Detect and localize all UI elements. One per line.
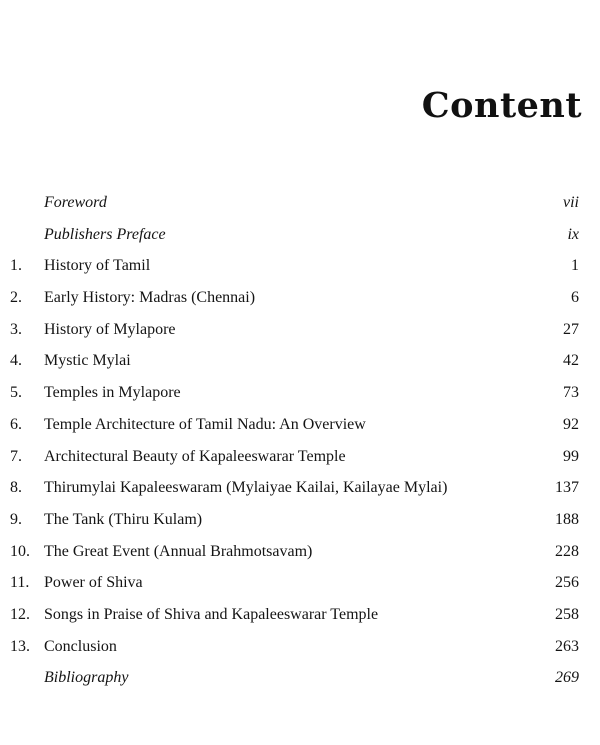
- toc-entry-title: Architectural Beauty of Kapaleeswarar Temple: [44, 447, 346, 465]
- toc-entry-chapter-2: [0, 285, 600, 317]
- toc-entry-title: The Tank (Thiru Kulam): [44, 510, 203, 528]
- toc-entry-page: 99: [563, 447, 579, 465]
- toc-entry-chapter-12: [0, 602, 600, 634]
- toc-entry-page: 73: [563, 384, 579, 402]
- toc-entry-chapter-11: [0, 570, 600, 602]
- toc-entry-page: 6: [571, 289, 579, 307]
- toc-entry-page: 188: [555, 510, 579, 528]
- toc-entry-title: History of Tamil: [44, 257, 151, 275]
- toc-entry-chapter-3: [0, 317, 600, 349]
- toc-entry-page: 263: [555, 637, 579, 655]
- toc-entry-chapter-5: [0, 380, 600, 412]
- toc-entry-page: 92: [563, 415, 579, 433]
- table-of-contents: [0, 190, 600, 697]
- toc-entry-number: 10.: [10, 542, 30, 560]
- toc-entry-title: Early History: Madras (Chennai): [44, 289, 256, 307]
- toc-entry-chapter-1: [0, 253, 600, 285]
- toc-entry-number: 5.: [10, 384, 22, 402]
- toc-entry-publishers-preface: [0, 222, 600, 254]
- toc-entry-bibliography: [0, 665, 600, 697]
- toc-entry-number: 3.: [10, 320, 22, 338]
- toc-entry-title: Conclusion: [44, 637, 117, 655]
- toc-entry-number: 12.: [10, 605, 30, 623]
- toc-entry-title: Temples in Mylapore: [44, 384, 181, 402]
- toc-entry-title: Foreword: [44, 194, 107, 211]
- toc-entry-chapter-13: [0, 634, 600, 666]
- toc-entry-page: 228: [555, 542, 579, 560]
- toc-entry-title: Publishers Preface: [44, 225, 166, 243]
- toc-entry-page: 137: [555, 479, 579, 497]
- toc-entry-number: 2.: [10, 289, 22, 307]
- toc-entry-page: 258: [555, 605, 579, 623]
- toc-entry-page: 269: [555, 669, 579, 687]
- toc-entry-number: 1.: [10, 257, 22, 275]
- toc-entry-number: 13.: [10, 637, 30, 655]
- toc-entry-title: Thirumylai Kapaleeswaram (Mylaiyae Kailai, Kailayae Mylai): [44, 479, 448, 497]
- toc-entry-title: Temple Architecture of Tamil Nadu: An Overview: [44, 415, 366, 433]
- page-title: Content: [421, 85, 582, 126]
- toc-entry-title: The Great Event (Annual Brahmotsavam): [44, 542, 313, 560]
- toc-entry-page: 42: [563, 352, 579, 370]
- toc-entry-chapter-6: [0, 412, 600, 444]
- toc-entry-page: 256: [555, 574, 579, 592]
- toc-entry-page: vii: [563, 194, 579, 211]
- toc-entry-title: Mystic Mylai: [44, 352, 131, 370]
- toc-entry-number: 6.: [10, 415, 22, 433]
- toc-entry-title: Songs in Praise of Shiva and Kapaleeswarar Temple: [44, 605, 379, 623]
- toc-entry-page: 1: [571, 257, 579, 275]
- toc-entry-number: 8.: [10, 479, 22, 497]
- toc-entry-number: 4.: [10, 352, 22, 370]
- toc-entry-chapter-8: [0, 475, 600, 507]
- toc-entry-page: 27: [563, 320, 579, 338]
- toc-entry-number: 9.: [10, 510, 22, 528]
- toc-entry-title: Power of Shiva: [44, 574, 143, 592]
- toc-entry-chapter-9: [0, 507, 600, 539]
- toc-entry-chapter-10: [0, 539, 600, 571]
- toc-entry-chapter-4: [0, 348, 600, 380]
- toc-entry-foreword: [0, 190, 600, 222]
- toc-entry-page: ix: [567, 225, 579, 243]
- toc-entry-title: History of Mylapore: [44, 320, 176, 338]
- toc-entry-title: Bibliography: [44, 669, 129, 687]
- toc-entry-number: 7.: [10, 447, 22, 465]
- toc-entry-number: 11.: [10, 574, 30, 592]
- toc-entry-chapter-7: [0, 444, 600, 476]
